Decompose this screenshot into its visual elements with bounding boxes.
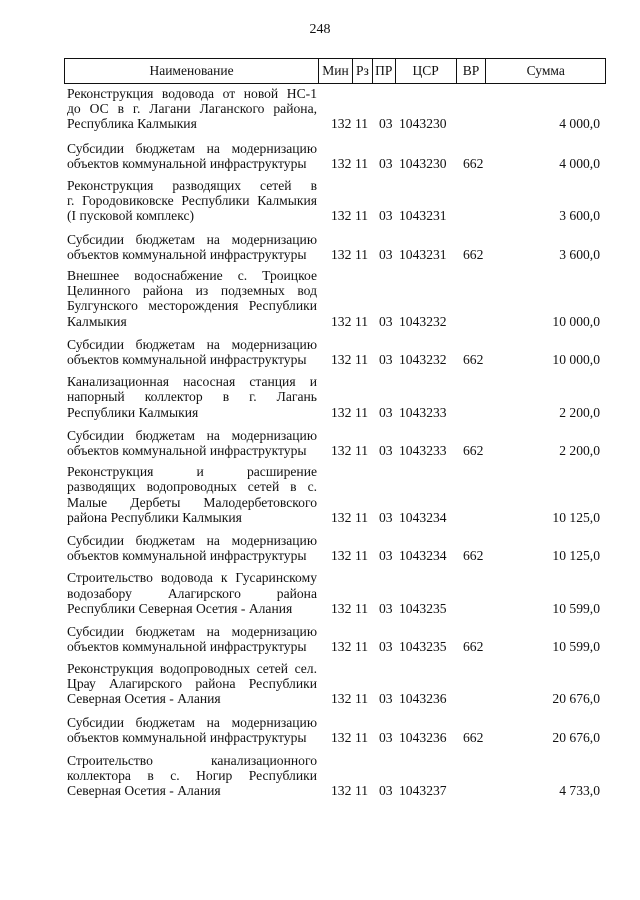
cell-vr: 662 bbox=[463, 730, 484, 746]
row-name-line: Республики Северная Осетия - Алания bbox=[67, 600, 293, 616]
cell-min: 132 bbox=[331, 690, 352, 706]
cell-rz: 11 bbox=[355, 155, 369, 171]
cell-rz: 11 bbox=[355, 548, 369, 564]
header-rz: Рз bbox=[353, 59, 373, 83]
row-name-line: Реконструкция водовода от новой НС-1 bbox=[67, 86, 317, 101]
row-name-line: объектов коммунальной инфраструктуры bbox=[67, 352, 307, 368]
row-name-line: Северная Осетия - Алания bbox=[67, 782, 221, 798]
header-min: Мин bbox=[319, 59, 353, 83]
cell-rz: 11 bbox=[355, 313, 369, 329]
header-sum: Сумма bbox=[526, 63, 565, 78]
table-row bbox=[64, 374, 606, 420]
cell-rz: 11 bbox=[355, 208, 369, 224]
page-number: 248 bbox=[309, 22, 331, 37]
row-name-line: г. Городовиковске Республики Калмыкия bbox=[67, 193, 317, 209]
cell-pr: 03 bbox=[379, 116, 393, 132]
cell-csr: 1043231 bbox=[399, 208, 447, 224]
table-row bbox=[64, 753, 606, 799]
row-name-line: до ОС в г. Лагани Лаганского района, bbox=[67, 101, 317, 117]
cell-sum: 2 200,0 bbox=[559, 443, 600, 459]
row-name-line: объектов коммунальной инфраструктуры bbox=[67, 155, 307, 171]
cell-rz: 11 bbox=[355, 246, 369, 262]
cell-csr: 1043234 bbox=[399, 509, 447, 525]
cell-min: 132 bbox=[331, 782, 352, 798]
cell-csr: 1043232 bbox=[399, 352, 447, 368]
cell-min: 132 bbox=[331, 352, 352, 368]
cell-pr: 03 bbox=[379, 208, 393, 224]
table-row bbox=[64, 141, 606, 171]
cell-csr: 1043233 bbox=[399, 404, 447, 420]
cell-csr: 1043231 bbox=[399, 246, 447, 262]
cell-sum: 2 200,0 bbox=[559, 404, 600, 420]
row-name-line: Строительство водовода к Гусаринскому bbox=[67, 570, 317, 586]
row-name-line: Реконструкция и расширение bbox=[67, 464, 317, 480]
cell-sum: 4 733,0 bbox=[559, 782, 600, 798]
row-name bbox=[64, 464, 319, 525]
row-name-line: напорный коллектор в г. Лагань bbox=[67, 389, 317, 405]
table-row bbox=[64, 464, 606, 525]
cell-sum: 10 599,0 bbox=[552, 600, 600, 616]
cell-pr: 03 bbox=[379, 548, 393, 564]
row-name bbox=[64, 715, 319, 745]
cell-min: 132 bbox=[331, 509, 352, 525]
row-name bbox=[64, 428, 319, 458]
cell-rz: 11 bbox=[355, 404, 369, 420]
cell-vr: 662 bbox=[463, 443, 484, 459]
table-row bbox=[64, 337, 606, 367]
cell-sum: 10 125,0 bbox=[552, 509, 600, 525]
row-name-line: (I пусковой комплекс) bbox=[67, 208, 195, 224]
cell-rz: 11 bbox=[355, 352, 369, 368]
cell-pr: 03 bbox=[379, 782, 393, 798]
cell-pr: 03 bbox=[379, 509, 393, 525]
table-row bbox=[64, 232, 606, 262]
cell-min: 132 bbox=[331, 730, 352, 746]
cell-csr: 1043235 bbox=[399, 600, 447, 616]
cell-rz: 11 bbox=[355, 509, 369, 525]
row-name-line: Субсидии бюджетам на модернизацию bbox=[67, 231, 317, 247]
cell-min: 132 bbox=[331, 116, 352, 132]
table-row bbox=[64, 715, 606, 745]
cell-sum: 4 000,0 bbox=[559, 155, 600, 171]
row-name-line: Субсидии бюджетам на модернизацию bbox=[67, 533, 317, 549]
cell-rz: 11 bbox=[355, 639, 369, 655]
header-name: Наименование bbox=[65, 59, 319, 83]
cell-csr: 1043236 bbox=[399, 730, 447, 746]
table-row bbox=[64, 661, 606, 707]
cell-min: 132 bbox=[331, 246, 352, 262]
cell-pr: 03 bbox=[379, 246, 393, 262]
row-name-line: Субсидии бюджетам на модернизацию bbox=[67, 715, 317, 731]
cell-min: 132 bbox=[331, 548, 352, 564]
cell-csr: 1043237 bbox=[399, 782, 447, 798]
cell-vr: 662 bbox=[463, 548, 484, 564]
row-name-line: Малые Дербеты Малодербетовского bbox=[67, 494, 317, 510]
cell-pr: 03 bbox=[379, 404, 393, 420]
cell-pr: 03 bbox=[379, 155, 393, 171]
row-name-line: коллектора в с. Ногир Республики bbox=[67, 767, 317, 783]
table-body bbox=[64, 86, 606, 798]
table-row bbox=[64, 570, 606, 616]
cell-csr: 1043234 bbox=[399, 548, 447, 564]
cell-sum: 20 676,0 bbox=[552, 690, 600, 706]
cell-pr: 03 bbox=[379, 690, 393, 706]
row-name-line: объектов коммунальной инфраструктуры bbox=[67, 730, 307, 746]
table-row bbox=[64, 624, 606, 654]
table-row bbox=[64, 268, 606, 329]
row-name-line: Строительство канализационного bbox=[67, 752, 317, 768]
cell-csr: 1043233 bbox=[399, 443, 447, 459]
row-name-line: Внешнее водоснабжение с. Троицкое bbox=[67, 268, 317, 284]
cell-csr: 1043236 bbox=[399, 690, 447, 706]
table-row bbox=[64, 86, 606, 132]
row-name bbox=[64, 570, 319, 616]
row-name-line: Целинного района из подземных вод bbox=[67, 283, 317, 299]
cell-rz: 11 bbox=[355, 730, 369, 746]
row-name bbox=[64, 374, 319, 420]
cell-pr: 03 bbox=[379, 352, 393, 368]
cell-min: 132 bbox=[331, 404, 352, 420]
row-name bbox=[64, 141, 319, 171]
cell-sum: 20 676,0 bbox=[552, 730, 600, 746]
cell-min: 132 bbox=[331, 208, 352, 224]
cell-min: 132 bbox=[331, 600, 352, 616]
cell-vr: 662 bbox=[463, 155, 484, 171]
row-name-line: Канализационная насосная станция и bbox=[67, 374, 317, 390]
row-name-line: Республика Калмыкия bbox=[67, 116, 197, 132]
cell-vr: 662 bbox=[463, 352, 484, 368]
cell-min: 132 bbox=[331, 155, 352, 171]
cell-sum: 10 000,0 bbox=[552, 352, 600, 368]
cell-min: 132 bbox=[331, 313, 352, 329]
cell-pr: 03 bbox=[379, 730, 393, 746]
row-name-line: Црау Алагирского района Республики bbox=[67, 675, 317, 691]
row-name-line: Калмыкия bbox=[67, 313, 127, 329]
header-vr: ВР bbox=[457, 59, 487, 83]
row-name-line: Реконструкция водопроводных сетей сел. bbox=[67, 660, 317, 676]
row-name-line: Субсидии бюджетам на модернизацию bbox=[67, 624, 317, 640]
cell-pr: 03 bbox=[379, 600, 393, 616]
row-name-line: объектов коммунальной инфраструктуры bbox=[67, 639, 307, 655]
cell-pr: 03 bbox=[379, 313, 393, 329]
row-name bbox=[64, 178, 319, 224]
row-name-line: объектов коммунальной инфраструктуры bbox=[67, 443, 307, 459]
row-name-line: объектов коммунальной инфраструктуры bbox=[67, 246, 307, 262]
row-name-line: Реконструкция разводящих сетей в bbox=[67, 178, 317, 194]
cell-vr: 662 bbox=[463, 639, 484, 655]
row-name-line: Субсидии бюджетам на модернизацию bbox=[67, 427, 317, 443]
cell-sum: 4 000,0 bbox=[559, 116, 600, 132]
table-row bbox=[64, 178, 606, 224]
cell-rz: 11 bbox=[355, 116, 369, 132]
cell-vr: 662 bbox=[463, 246, 484, 262]
cell-rz: 11 bbox=[355, 443, 369, 459]
row-name-line: Северная Осетия - Алания bbox=[67, 690, 221, 706]
row-name bbox=[64, 86, 319, 132]
cell-sum: 3 600,0 bbox=[559, 208, 600, 224]
cell-pr: 03 bbox=[379, 443, 393, 459]
row-name bbox=[64, 337, 319, 367]
row-name-line: района Республики Калмыкия bbox=[67, 509, 242, 525]
cell-rz: 11 bbox=[355, 782, 369, 798]
cell-csr: 1043235 bbox=[399, 639, 447, 655]
row-name-line: разводящих водопроводных сетей в с. bbox=[67, 479, 317, 495]
cell-sum: 10 599,0 bbox=[552, 639, 600, 655]
row-name bbox=[64, 661, 319, 707]
row-name bbox=[64, 753, 319, 799]
header-pr: ПР bbox=[373, 59, 396, 83]
cell-sum: 10 000,0 bbox=[552, 313, 600, 329]
cell-rz: 11 bbox=[355, 690, 369, 706]
row-name-line: Булгунского месторождения Республики bbox=[67, 298, 317, 314]
row-name-line: Субсидии бюджетам на модернизацию bbox=[67, 336, 317, 352]
cell-csr: 1043230 bbox=[399, 116, 447, 132]
cell-sum: 10 125,0 bbox=[552, 548, 600, 564]
cell-min: 132 bbox=[331, 639, 352, 655]
cell-min: 132 bbox=[331, 443, 352, 459]
cell-pr: 03 bbox=[379, 639, 393, 655]
row-name bbox=[64, 268, 319, 329]
row-name-line: Субсидии бюджетам на модернизацию bbox=[67, 140, 317, 156]
row-name-line: водозабору Алагирского района bbox=[67, 585, 317, 601]
header-csr: ЦСР bbox=[396, 59, 457, 83]
row-name bbox=[64, 533, 319, 563]
cell-csr: 1043232 bbox=[399, 313, 447, 329]
row-name bbox=[64, 624, 319, 654]
cell-sum: 3 600,0 bbox=[559, 246, 600, 262]
table-header bbox=[64, 58, 606, 84]
row-name-line: объектов коммунальной инфраструктуры bbox=[67, 548, 307, 564]
table-row bbox=[64, 533, 606, 563]
row-name-line: Республики Калмыкия bbox=[67, 404, 199, 420]
row-name bbox=[64, 232, 319, 262]
cell-csr: 1043230 bbox=[399, 155, 447, 171]
table-row bbox=[64, 428, 606, 458]
cell-rz: 11 bbox=[355, 600, 369, 616]
